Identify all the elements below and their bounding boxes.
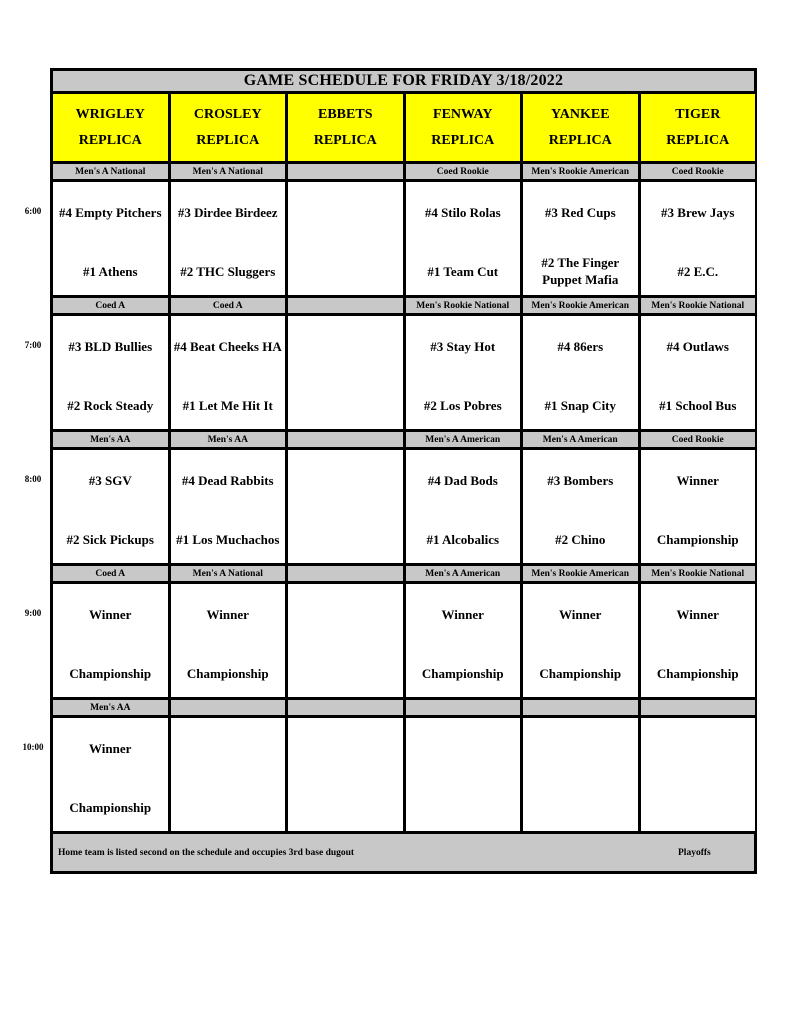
field-header-wrigley <box>53 94 168 161</box>
home-team: #1 Los Muchachos <box>176 531 280 547</box>
division-label: Men's AA <box>53 700 168 715</box>
home-team: #2 The Finger Puppet Mafia <box>541 255 620 287</box>
division-label: Men's Rookie National <box>641 566 756 581</box>
game-cell <box>171 182 286 295</box>
away-team: #4 Stilo Rolas <box>424 204 501 220</box>
away-team: #3 Dirdee Birdeez <box>177 204 278 220</box>
game-cell <box>53 182 168 295</box>
away-team <box>406 728 521 768</box>
division-label: Men's Rookie American <box>523 164 638 179</box>
division-label: Men's Rookie American <box>523 566 638 581</box>
home-team <box>288 787 403 827</box>
time-label: 10:00 <box>22 742 44 752</box>
division-label: Men's A American <box>406 566 521 581</box>
game-cell <box>641 718 756 831</box>
away-team <box>288 192 403 232</box>
field-subtitle: REPLICA <box>313 133 377 148</box>
field-subtitle: REPLICA <box>78 133 142 148</box>
division-label <box>288 298 403 313</box>
away-team: Winner <box>89 606 132 622</box>
away-team <box>171 728 286 768</box>
game-cell <box>523 584 638 697</box>
division-label <box>288 164 403 179</box>
game-cell <box>406 182 521 295</box>
home-team <box>523 787 638 827</box>
home-team: #2 Rock Steady <box>67 397 154 413</box>
away-team: #3 Stay Hot <box>430 338 496 354</box>
field-header-fenway <box>406 94 521 161</box>
away-team: Winner <box>441 606 484 622</box>
game-cell <box>523 316 638 429</box>
away-team: #3 BLD Bullies <box>68 338 153 354</box>
time-label: 8:00 <box>24 474 42 484</box>
game-cell <box>53 718 168 831</box>
away-team <box>288 460 403 500</box>
game-cell <box>523 450 638 563</box>
game-cell <box>523 718 638 831</box>
footer-note: Home team is listed second on the schedule and occupies 3rd base dugout <box>58 847 355 858</box>
home-team: #1 Alcobalics <box>426 531 500 547</box>
home-team: #1 Snap City <box>544 397 617 413</box>
away-team: Winner <box>676 472 719 488</box>
home-team: #2 E.C. <box>677 263 719 279</box>
home-team <box>641 787 756 827</box>
home-team: #1 Athens <box>82 263 138 279</box>
field-name: FENWAY <box>433 107 493 122</box>
division-label: Men's AA <box>171 432 286 447</box>
away-team: #4 Dead Rabbits <box>181 472 274 488</box>
division-label: Men's Rookie American <box>523 298 638 313</box>
division-label <box>288 432 403 447</box>
game-cell <box>53 584 168 697</box>
division-label: Men's A American <box>523 432 638 447</box>
division-label: Men's A National <box>171 566 286 581</box>
home-team: #2 Los Pobres <box>423 397 502 413</box>
home-team: #1 School Bus <box>659 397 737 413</box>
home-team: Championship <box>539 665 622 681</box>
away-team <box>641 728 756 768</box>
game-cell <box>641 450 756 563</box>
division-label: Coed A <box>171 298 286 313</box>
away-team <box>288 728 403 768</box>
game-cell <box>406 316 521 429</box>
away-team: #4 Beat Cheeks HA <box>173 338 282 354</box>
home-team: #2 Sick Pickups <box>66 531 154 547</box>
division-label <box>288 700 403 715</box>
field-subtitle: REPLICA <box>666 133 730 148</box>
field-header-crosley <box>171 94 286 161</box>
away-team: #3 Red Cups <box>544 204 616 220</box>
field-subtitle: REPLICA <box>431 133 495 148</box>
away-team: #4 Outlaws <box>666 338 729 354</box>
time-label: 9:00 <box>24 608 42 618</box>
away-team: Winner <box>559 606 602 622</box>
game-cell <box>53 316 168 429</box>
game-cell <box>171 584 286 697</box>
away-team: #4 Dad Bods <box>427 472 498 488</box>
game-cell <box>53 450 168 563</box>
home-team <box>288 251 403 291</box>
home-team <box>288 519 403 559</box>
division-label <box>171 700 286 715</box>
home-team: #2 THC Sluggers <box>180 263 276 279</box>
time-label: 6:00 <box>24 206 42 216</box>
game-cell <box>641 182 756 295</box>
division-label: Coed Rookie <box>641 164 756 179</box>
home-team: Championship <box>656 665 739 681</box>
game-cell <box>406 584 521 697</box>
game-cell <box>406 718 521 831</box>
schedule-table <box>50 68 757 874</box>
home-team: Championship <box>69 799 152 815</box>
field-name: YANKEE <box>550 107 610 122</box>
field-header-tiger <box>641 94 756 161</box>
field-header-ebbets <box>288 94 403 161</box>
field-subtitle: REPLICA <box>196 133 260 148</box>
field-subtitle: REPLICA <box>548 133 612 148</box>
division-label: Men's Rookie National <box>641 298 756 313</box>
division-label <box>523 700 638 715</box>
division-label: Men's A National <box>171 164 286 179</box>
game-cell <box>288 584 403 697</box>
division-label: Men's A National <box>53 164 168 179</box>
division-label: Men's Rookie National <box>406 298 521 313</box>
game-cell <box>523 182 638 295</box>
division-label: Coed Rookie <box>641 432 756 447</box>
game-cell <box>406 450 521 563</box>
game-cell <box>641 316 756 429</box>
game-cell <box>288 182 403 295</box>
schedule-title: GAME SCHEDULE FOR FRIDAY 3/18/2022 <box>53 71 754 91</box>
home-team: Championship <box>421 665 504 681</box>
division-label: Coed Rookie <box>406 164 521 179</box>
game-cell <box>171 316 286 429</box>
field-name: CROSLEY <box>193 107 262 122</box>
away-team: #3 Bombers <box>547 472 614 488</box>
field-name: EBBETS <box>318 107 373 122</box>
division-label: Coed A <box>53 298 168 313</box>
field-name: WRIGLEY <box>75 107 145 122</box>
game-cell <box>288 450 403 563</box>
away-team: #3 Brew Jays <box>661 204 735 220</box>
division-label <box>641 700 756 715</box>
away-team: Winner <box>89 740 132 756</box>
schedule-footer <box>53 834 754 871</box>
division-label <box>288 566 403 581</box>
game-cell <box>288 316 403 429</box>
home-team: Championship <box>656 531 739 547</box>
away-team: #4 Empty Pitchers <box>58 204 162 220</box>
away-team <box>288 326 403 366</box>
away-team: Winner <box>676 606 719 622</box>
game-cell <box>171 718 286 831</box>
division-label: Men's A American <box>406 432 521 447</box>
time-label: 7:00 <box>24 340 42 350</box>
game-cell <box>641 584 756 697</box>
division-label: Coed A <box>53 566 168 581</box>
away-team <box>523 728 638 768</box>
away-team: #4 86ers <box>557 338 604 354</box>
away-team: Winner <box>206 606 249 622</box>
game-cell <box>288 718 403 831</box>
home-team <box>288 653 403 693</box>
home-team: #2 Chino <box>555 531 606 547</box>
home-team <box>288 385 403 425</box>
division-label <box>406 700 521 715</box>
home-team <box>406 787 521 827</box>
home-team: Championship <box>186 665 269 681</box>
field-name: TIGER <box>675 107 721 122</box>
home-team: #1 Let Me Hit It <box>182 397 273 413</box>
game-cell <box>171 450 286 563</box>
home-team <box>171 787 286 827</box>
away-team: #3 SGV <box>88 472 132 488</box>
field-header-yankee <box>523 94 638 161</box>
home-team: Championship <box>69 665 152 681</box>
home-team: #1 Team Cut <box>427 263 499 279</box>
away-team <box>288 594 403 634</box>
division-label: Men's AA <box>53 432 168 447</box>
footer-playoffs-label: Playoffs <box>678 847 711 858</box>
